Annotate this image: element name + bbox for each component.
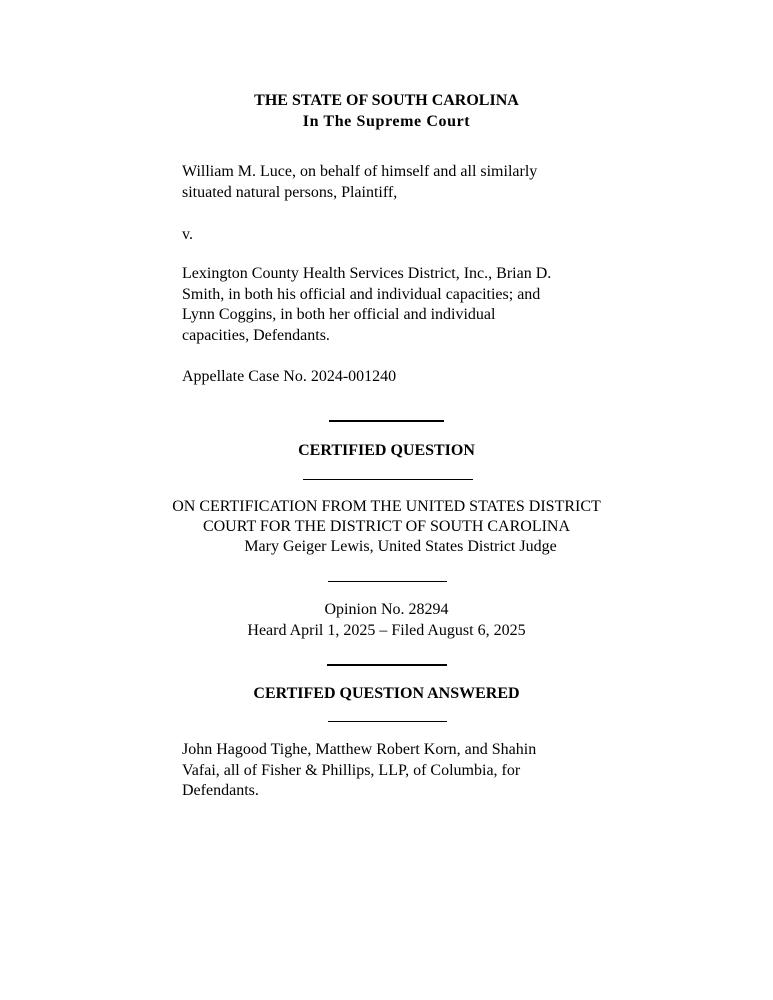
- defendants-line: Lexington County Health Services District, Inc., Brian D.: [182, 265, 552, 282]
- divider-rule: [327, 664, 447, 666]
- defendants-line: capacities, Defendants.: [182, 326, 330, 344]
- answered-heading: CERTIFED QUESTION ANSWERED: [253, 685, 520, 702]
- counsel-line: Defendants.: [182, 782, 259, 799]
- certified-question-heading: CERTIFIED QUESTION: [298, 442, 475, 459]
- counsel-block: [182, 740, 536, 802]
- case-number: Appellate Case No. 2024-001240: [182, 368, 397, 385]
- defendants-line: Smith, in both his official and individual capacities; and: [182, 285, 541, 303]
- district-judge: Mary Geiger Lewis, United States District Judge: [244, 538, 557, 555]
- counsel-line: Vafai, all of Fisher & Phillips, LLP, of Columbia, for: [182, 761, 521, 779]
- divider-rule: [328, 721, 447, 722]
- opinion-number: Opinion No. 28294: [324, 601, 449, 618]
- certification-line-2: COURT FOR THE DISTRICT OF SOUTH CAROLINA: [202, 518, 571, 535]
- opinion-dates: Heard April 1, 2025 – Filed August 6, 2025: [247, 622, 526, 639]
- divider-rule: [303, 479, 473, 480]
- divider-rule: [328, 581, 447, 582]
- plaintiff-block: [182, 162, 537, 203]
- certification-line-1: ON CERTIFICATION FROM THE UNITED STATES DISTRICT: [172, 498, 601, 515]
- state-heading: THE STATE OF SOUTH CAROLINA: [254, 92, 519, 109]
- defendants-block: [182, 264, 551, 346]
- plaintiff-line: situated natural persons, Plaintiff,: [182, 183, 398, 201]
- court-heading: In The Supreme Court: [302, 113, 471, 130]
- divider-rule: [329, 420, 444, 422]
- counsel-line: John Hagood Tighe, Matthew Robert Korn, and Shahin: [182, 741, 537, 758]
- defendants-line: Lynn Coggins, in both her official and individual: [182, 306, 496, 323]
- versus-text: v.: [182, 226, 193, 243]
- plaintiff-line: William M. Luce, on behalf of himself and all similarly: [182, 163, 538, 180]
